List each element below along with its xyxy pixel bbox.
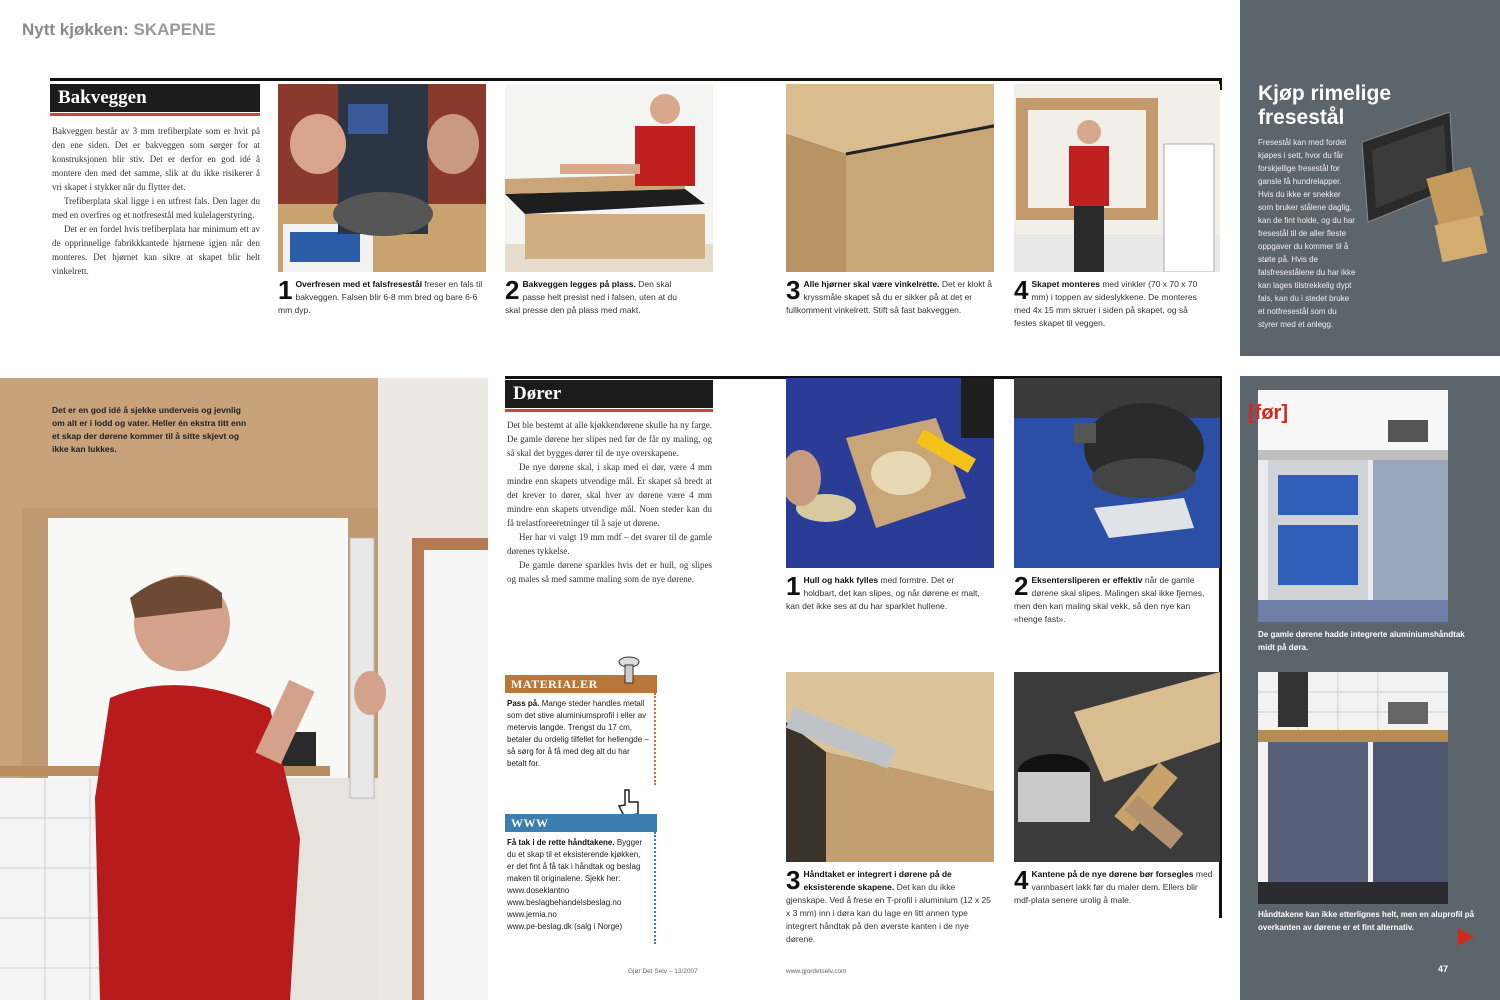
- heading-underline: [50, 113, 260, 116]
- sidebar-text: [1258, 136, 1488, 331]
- step-text: med vinkler (70 x 70 x 70 mm) i toppen av sideslykkene. De monteres med 4x 15 mm skruer i siden på skapet, og så festes skapet til veggen.: [1014, 279, 1198, 328]
- step-bold: Hull og hakk fylles: [803, 575, 879, 585]
- bakveggen-body: [52, 124, 260, 278]
- photo-aluminium-handle-profile: [786, 672, 994, 862]
- step-bold: Skapet monteres: [1031, 279, 1100, 289]
- photo-router-cutting-rabbet: [278, 84, 486, 272]
- step-caption-bottom-1: [786, 571, 986, 613]
- photo-filling-holes: [786, 378, 994, 568]
- sidebar-title: Kjøp rimelige fresestål: [1258, 82, 1392, 129]
- materialer-bold: Pass på.: [507, 699, 540, 708]
- step-number: 2: [505, 275, 520, 305]
- www-link[interactable]: www.jernia.no: [507, 910, 557, 919]
- photo-orbital-sander: [1014, 378, 1220, 568]
- step-bold: Eksentersliperen er effektiv: [1031, 575, 1143, 585]
- step-caption-top-4: [1014, 275, 1204, 330]
- section-title: Dører: [513, 383, 562, 404]
- screw-icon: [618, 656, 640, 686]
- materialer-body: Mange steder handles metall som det stive aluminiumsprofil i eller av metervis langde. Trengst du 17 cm, betaler du ordelig tilfellet for hellengde – så sørg for å få med deg alt du har betalt for.: [507, 699, 649, 768]
- photo-sealing-edges: [1014, 672, 1220, 862]
- www-title: WWW: [511, 816, 549, 830]
- section-heading-dorer: [505, 380, 713, 408]
- step-number: 3: [786, 275, 801, 305]
- sidebar-paragraph: Fresestål kan med fordel kjøpes i sett, hvor du får forskjellige fresestål for gansle få hundrelapper. Hvis du ikke er snekker som bruker stålene daglig, kan de fint holde, og du har fresestål til de aller fleste oppgaver du kommer til å støte på. Hvis de falsfresestålene du har ikke kan lages tilstrekkelig dypt fals, kan du i stedet bruke et notfresestål som du styrer med et anlegg.: [1258, 138, 1356, 329]
- www-link[interactable]: www.beslagbehandelsbeslag.no: [507, 898, 622, 907]
- paragraph: Bakveggen består av 3 mm trefiberplate som er hvit på den ene siden. Det er bakveggen som sørger for at konstruksjonen blir stiv. Det er derfor en god idé å montere den med det samme, slik at du ikke risikerer å vri skapet i stykker når du flytter det.: [52, 126, 260, 192]
- step-text: Det er klokt å kryssmåle skapet så du er sikker på at det er fullkomment vinkelrett. Stift så fast bakveggen.: [786, 279, 992, 315]
- step-number: 1: [278, 275, 293, 305]
- step-caption-top-1: [278, 275, 486, 317]
- kicker-prefix: Nytt kjøkken:: [22, 20, 129, 39]
- step-caption-top-2: [505, 275, 685, 317]
- photo-man-leveling-cabinet: [0, 378, 488, 1000]
- kicker-topic: SKAPENE: [133, 20, 216, 39]
- footer-website[interactable]: www.gjordetselv.com: [786, 968, 847, 975]
- materialer-dotted-rule: [654, 693, 656, 785]
- materialer-text: [507, 698, 649, 770]
- step-text: Den skal passe helt presist ned i falsen, uten at du skal presse den på plass med makt.: [505, 279, 677, 315]
- section-heading-bakveggen: [50, 84, 260, 112]
- paragraph: Det er en fordel hvis trefiberplata har minimum ett av de opprinnelige fabrikkkantede hjørnene igjen når den monteres. Det hjørnet kan sikre at skapet blir helt vinkelrett.: [52, 224, 260, 276]
- step-number: 1: [786, 571, 801, 601]
- step-text: med vannbasert lakk før du maler dem. Ellers blir mdf-plata senere urolig å male.: [1014, 869, 1213, 905]
- www-intro: Bygger du et skap til et eksisterende kjøkken, er det fint å få tak i håndtak og beslag maken til originalene. Sjekk her:: [507, 838, 643, 883]
- step-bold: Overfresen med et falsfresestål: [295, 279, 423, 289]
- before-caption: De gamle dørene hadde integrerte aluminiumshåndtak midt på døra.: [1258, 630, 1465, 652]
- step-caption-bottom-4: [1014, 865, 1214, 907]
- footer-issue: Gjør Det Selv – 13/2007: [628, 968, 698, 975]
- photo-caption-level-check: [52, 404, 252, 456]
- step-number: 3: [786, 865, 801, 895]
- www-text: [507, 837, 649, 933]
- www-link[interactable]: www.doseklantno: [507, 886, 570, 895]
- www-bold: Få tak i de rette håndtakene.: [507, 838, 615, 847]
- after-caption: Håndtakene kan ikke etterlignes helt, men en aluprofil på overkanten av dørene er et fint alternativ.: [1258, 910, 1475, 932]
- step-bold: Håndtaket er integrert i dørene på de eksisterende skapene.: [803, 869, 952, 892]
- step-number: 4: [1014, 865, 1029, 895]
- www-heading: [505, 814, 657, 832]
- dorer-body: [507, 418, 712, 586]
- step-caption-bottom-3: [786, 865, 994, 946]
- paragraph: De nye dørene skal, i skap med ei dør, være 4 mm mindre enn skapets utvendige mål. Er skapet så bredt at det krever to dører, skal hver av dørene være 4 mm mindre enn skapets utvendige mål. Noen steder kan du få trelastforeeretninger til å saje ut dørene.: [507, 462, 712, 528]
- step-bold: Kantene på de nye dørene bør forsegles: [1031, 869, 1194, 879]
- www-link[interactable]: www.pe-beslag.dk (salg i Norge): [507, 922, 623, 931]
- step-text: med formtre. Det er holdbart, det kan slipes, og når dørene er malt, kan det ikke ses at du har sparklet hullene.: [786, 575, 980, 611]
- step-text: Det kan du ikke gjenskape. Ved å frese en T-profil i aluminium (12 x 25 x 3 mm) inn i døra kan du lage en litt annen type integrert håndtak på den øverste kanten i de nye dørene.: [786, 882, 991, 944]
- caption-text: Det er en god idé å sjekke underveis og jevnlig om alt er i lodd og vater. Heller én ekstra titt enn et skap der dørene kommer til å sitte skjevt og ikke kan lukkes.: [52, 405, 247, 454]
- step-text: freser en fals til bakveggen. Falsen blir 6-8 mm bred og bare 6-6 mm dyp.: [278, 279, 483, 315]
- materialer-title: MATERIALER: [511, 677, 598, 691]
- photo-corner-check: [786, 84, 994, 272]
- heading-underline: [505, 409, 713, 412]
- paragraph: De gamle dørene sparkles hvis det er hull, og slipes og males så med samme maling som de nye dørene.: [507, 560, 712, 584]
- step-caption-top-3: [786, 275, 994, 317]
- frame-rule-top: [50, 78, 1222, 81]
- step-caption-bottom-2: [1014, 571, 1214, 626]
- next-page-arrow-icon[interactable]: [1458, 928, 1474, 946]
- photo-after-kitchen: [1258, 672, 1448, 904]
- photo-cabinet-mounting: [1014, 84, 1220, 272]
- step-bold: Alle hjørner skal være vinkelrette.: [803, 279, 940, 289]
- paragraph: Her har vi valgt 19 mm mdf – det svarer til de gamle dørenes tykkelse.: [507, 532, 712, 556]
- www-dotted-rule: [654, 832, 656, 944]
- paragraph: Det ble bestemt at alle kjøkkendørene skulle ha ny farge. De gamle dørene her slipes ned før de får ny maling, og så skal det bygges dører til de nye overskapene.: [507, 420, 712, 458]
- before-tag: [før]: [1248, 402, 1288, 424]
- step-bold: Bakveggen legges på plass.: [522, 279, 636, 289]
- step-text: når de gamle dørene skal slipes. Malingen skal ikke fjernes, men den kan maling skal vekk, så den nye kan «henge fast».: [1014, 575, 1205, 624]
- step-number: 2: [1014, 571, 1029, 601]
- page-number: 47: [1438, 964, 1449, 974]
- section-title: Bakveggen: [58, 87, 147, 108]
- step-number: 4: [1014, 275, 1029, 305]
- photo-back-panel-placed: [505, 84, 713, 272]
- paragraph: Trefiberplata skal ligge i en utfrest fals. Den lager du med en overfres og et notfresestål med kulelagerstyring.: [52, 196, 260, 220]
- page-kicker: [22, 20, 216, 40]
